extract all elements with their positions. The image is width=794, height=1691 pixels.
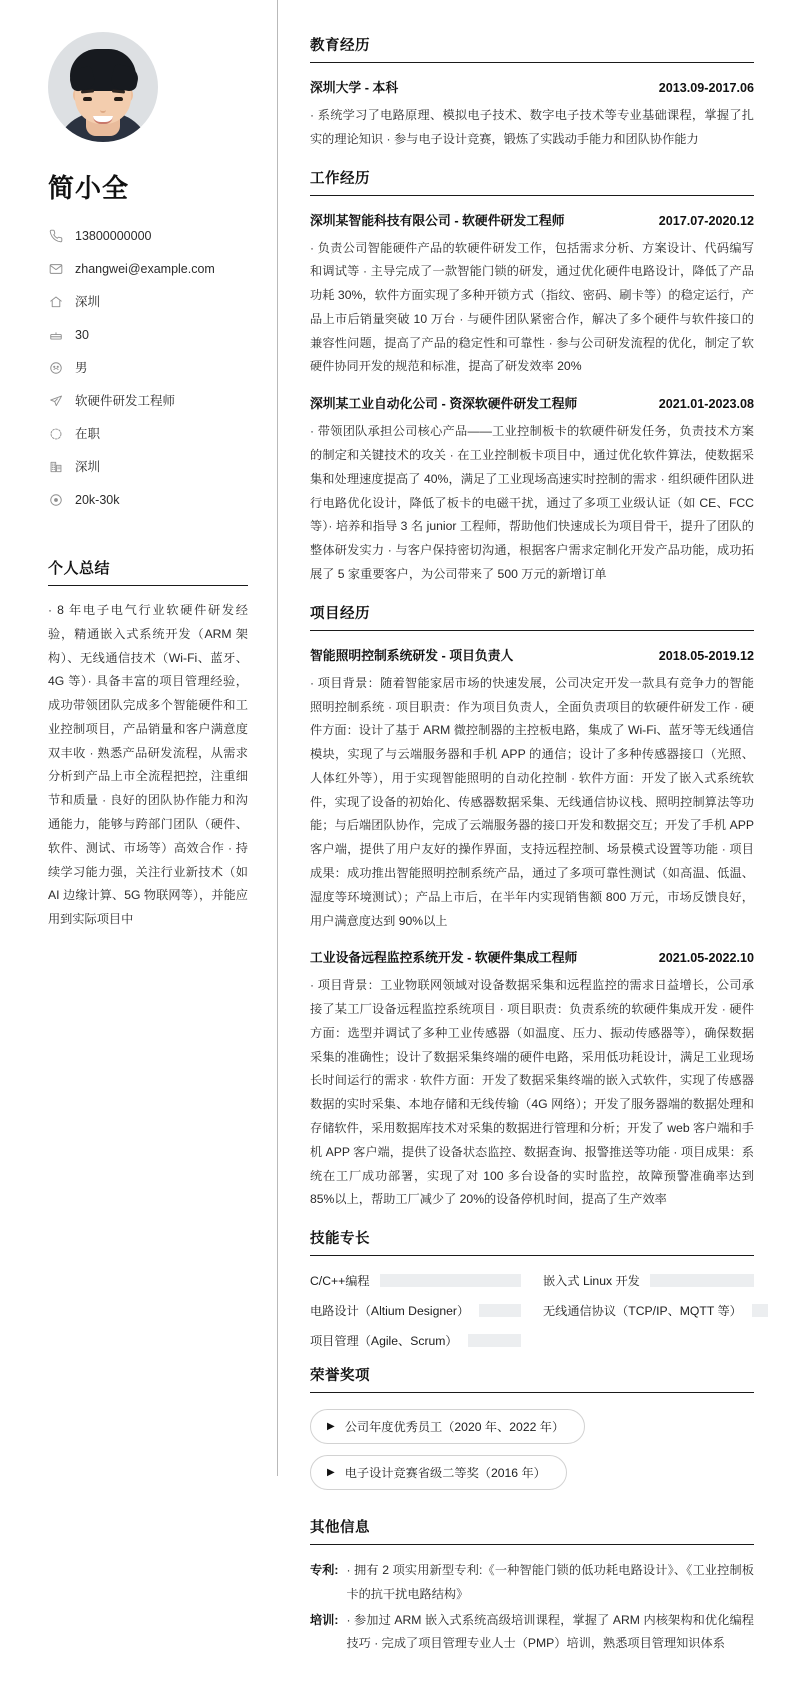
- skill-label: C/C++编程: [310, 1274, 370, 1289]
- skill-row: [310, 1302, 521, 1319]
- skill-label: 项目管理（Agile、Scrum）: [310, 1334, 458, 1349]
- contact-value: 深圳: [75, 294, 101, 309]
- entry-date: 2018.05-2019.12: [658, 648, 754, 663]
- entry-description: · 项目背景：随着智能家居市场的快速发展，公司决定开发一款具有竞争力的智能照明控制系统 · 项目职责：作为项目负责人，全面负责项目的软硬件研发工作 · 硬件方面：设计了基于 ARM 微控制器的主控板电路，集成了 Wi-Fi、蓝牙等无线通信模块，实现了与云端服务器和手机 APP 的通信；设计了多种传感器接口（光照、人体红外等），用于实现智能照明的自动化控制 · 软件方面：开发了嵌入式系统软件，实现了设备的初始化、传感器数据采集、无线通信协议栈、照明控制算法等功能；与后端团队协作，完成了云端服务器的接口开发和数据交互；开发了手机 APP 客户端，提供了用户友好的操作界面，支持远程控制、场景模式设置等功能 · 项目成果：成功推出智能照明控制系统产品，通过了多项可靠性测试（如高温、低温、湿度等环境测试）；产品上市后，在半年内实现销售额 800 万元，市场反馈良好，用户满意度达到 90%以上: [310, 675, 754, 928]
- entry-date: 2013.09-2017.06: [658, 81, 754, 95]
- contact-value: 20k-30k: [75, 492, 120, 507]
- building-icon: [48, 460, 63, 475]
- skill-label: 电路设计（Altium Designer）: [310, 1304, 470, 1319]
- other-value: · 拥有 2 项实用新型专利:《一种智能门锁的低功耗电路设计》、《工业控制板卡的抗干扰电路结构》: [346, 1563, 754, 1601]
- work-entry: [310, 379, 754, 586]
- entry-header: [310, 77, 754, 96]
- contact-value: 深圳: [75, 459, 101, 474]
- skill-row: [310, 1332, 521, 1349]
- other-row: [310, 1559, 754, 1607]
- skills-title: 技能专长: [310, 1227, 754, 1256]
- entry-title: 智能照明控制系统研发 - 项目负责人: [310, 647, 514, 663]
- envelope-icon: [48, 262, 63, 277]
- honor-chip[interactable]: [310, 1455, 567, 1490]
- contact-age: [48, 322, 248, 348]
- education-title: 教育经历: [310, 34, 754, 63]
- honor-label: 公司年度优秀员工（2020 年、2022 年）: [344, 1420, 565, 1435]
- honors-list: [310, 1393, 754, 1501]
- contact-position: [48, 388, 248, 414]
- avatar: [48, 32, 158, 142]
- other-key: 专利:: [310, 1563, 339, 1578]
- entry-title: 深圳大学 - 本科: [310, 80, 399, 95]
- entry-date: 2017.07-2020.12: [658, 213, 754, 228]
- contact-salary: [48, 487, 248, 513]
- entry-header: [310, 947, 754, 966]
- entry-date: 2021.01-2023.08: [658, 397, 754, 412]
- skill-progress-track: [650, 1274, 754, 1287]
- contact-value: 男: [75, 360, 88, 375]
- entry-description: · 系统学习了电路原理、模拟电子技术、数字电子技术等专业基础课程，掌握了扎实的理论知识 · 参与电子设计竞赛，锻炼了实践动手能力和团队协作能力: [310, 108, 754, 146]
- home-icon: [48, 295, 63, 310]
- contact-status: [48, 421, 248, 447]
- honor-chip[interactable]: [310, 1409, 585, 1444]
- contact-phone: [48, 223, 248, 249]
- contact-email: [48, 256, 248, 282]
- entry-title: 深圳某智能科技有限公司 - 软硬件研发工程师: [310, 212, 565, 228]
- contact-value: 13800000000: [75, 228, 152, 243]
- other-row: [310, 1609, 754, 1657]
- contact-value: 软硬件研发工程师: [75, 393, 176, 408]
- skill-row: [543, 1302, 754, 1319]
- section-work: [310, 167, 754, 587]
- contact-city: [48, 454, 248, 480]
- entry-date: 2021.05-2022.10: [658, 951, 754, 966]
- entry-header: [310, 645, 754, 664]
- entry-header: [310, 210, 754, 229]
- phone-icon: [48, 229, 63, 244]
- projects-title: 项目经历: [310, 602, 754, 631]
- entry-description: · 负责公司智能硬件产品的软硬件研发工作，包括需求分析、方案设计、代码编写和调试等 · 主导完成了一款智能门锁的研发，通过优化硬件电路设计，降低了产品功耗 30%，软件方面实现了多种开锁方式（指纹、密码、刷卡等）的稳定运行，产品上市后销量突破 10 万台 · 与硬件团队紧密合作，解决了多个硬件与软件接口的兼容性问题，提高了产品的稳定性和可靠性 · 参与公司研发流程的优化，制定了软硬件协同开发的规范和标准，提高了研发效率 20%: [310, 240, 754, 374]
- work-title: 工作经历: [310, 167, 754, 196]
- project-entry: [310, 933, 754, 1212]
- honor-label: 电子设计竞赛省级二等奖（2016 年）: [344, 1466, 546, 1481]
- other-title: 其他信息: [310, 1516, 754, 1545]
- skill-progress-track: [468, 1334, 521, 1347]
- section-education: [310, 34, 754, 152]
- section-summary: [48, 557, 248, 932]
- summary-body: · 8 年电子电气行业软硬件研发经验，精通嵌入式系统开发（ARM 架构）、无线通信技术（Wi-Fi、蓝牙、4G 等）· 具备丰富的项目管理经验，成功带领团队完成多个智能硬件和工业控制项目，产品销量和客户满意度双丰收 · 熟悉产品研发流程，从需求分析到产品上市全流程把控，注重细节和质量 · 良好的团队协作能力和沟通能力，能够与跨部门团队（硬件、软件、测试、市场等）高效合作 · 持续学习能力强，关注行业新技术（如 AI 边缘计算、5G 物联网等），并能应用到实际项目中: [48, 603, 248, 927]
- skill-label: 嵌入式 Linux 开发: [543, 1274, 640, 1289]
- skill-progress-track: [380, 1274, 521, 1287]
- section-projects: [310, 602, 754, 1212]
- contact-value: zhangwei@example.com: [75, 261, 215, 276]
- section-honors: [310, 1364, 754, 1501]
- contact-list: [48, 223, 248, 513]
- page-title: 简小全: [48, 173, 130, 203]
- sidebar: [0, 0, 278, 1691]
- entry-description: · 项目背景：工业物联网领域对设备数据采集和远程监控的需求日益增长，公司承接了某工厂设备远程监控系统项目 · 项目职责：负责系统的软硬件集成开发 · 硬件方面：选型并调试了多种工业传感器（如温度、压力、振动传感器等），确保数据采集的准确性；设计了数据采集终端的硬件电路，采用低功耗设计，满足工业现场长时间运行的需求 · 软件方面：开发了数据采集终端的嵌入式软件，实现了传感器数据的实时采集、本地存储和无线传输（4G 网络）；开发了服务器端的数据处理和存储软件，采用数据库技术对采集的数据进行管理和分析；开发了 web 客户端和手机 APP 客户端，提供了设备状态监控、数据查询、报警推送等功能 · 项目成果：系统在工厂成功部署，实现了对 100 多台设备的实时监控，故障预警准确率达到 85%以上，帮助工厂减少了 20%的设备停机时间，提高了生产效率: [310, 978, 754, 1207]
- contact-value: 在职: [75, 426, 101, 441]
- main-content: [278, 0, 794, 1691]
- other-value: · 参加过 ARM 嵌入式系统高级培训课程，掌握了 ARM 内核架构和优化编程技巧 · 完成了项目管理专业人士（PMP）培训，熟悉项目管理知识体系: [346, 1612, 754, 1651]
- cake-icon: [48, 328, 63, 343]
- skill-progress-track: [479, 1304, 521, 1317]
- portrait-avatar-icon: [48, 32, 158, 142]
- refresh-icon: [48, 427, 63, 442]
- summary-title: 个人总结: [48, 557, 248, 586]
- entry-header: [310, 393, 754, 412]
- skill-row: [543, 1272, 754, 1289]
- entry-description: · 带领团队承担公司核心产品——工业控制板卡的软硬件研发任务，负责技术方案的制定和关键技术的攻关 · 在工业控制板卡项目中，通过优化软件算法，使数据采集和处理速度提高了 40%，满足了工业现场高速实时控制的需求 · 组织硬件团队进行电路优化设计，降低了板卡的电磁干扰，通过了多项工业级认证（如 CE、FCC 等）· 培养和指导 3 名 junior 工程师，帮助他们快速成长为项目骨干，提升了团队的整体研发实力 · 与客户保持密切沟通，根据客户需求定制化开发产品功能，成功拓展了 5 家重要客户，为公司带来了 500 万元的新增订单: [310, 424, 754, 581]
- education-entry: [310, 63, 754, 152]
- contact-gender: [48, 355, 248, 381]
- skills-grid: [310, 1256, 754, 1349]
- entry-title: 深圳某工业自动化公司 - 资深软硬件研发工程师: [310, 396, 578, 412]
- paper-plane-icon: [48, 394, 63, 409]
- other-list: [310, 1545, 754, 1656]
- section-other-info: [310, 1516, 754, 1656]
- contact-location: [48, 289, 248, 315]
- contact-value: 30: [75, 327, 89, 342]
- skill-label: 无线通信协议（TCP/IP、MQTT 等）: [543, 1304, 742, 1319]
- entry-title: 工业设备远程监控系统开发 - 软硬件集成工程师: [310, 950, 578, 966]
- project-entry: [310, 631, 754, 934]
- skill-progress-track: [752, 1304, 768, 1317]
- triangle-right-icon: ▶: [327, 1466, 335, 1478]
- gender-icon: [48, 361, 63, 376]
- honors-title: 荣誉奖项: [310, 1364, 754, 1393]
- other-key: 培训:: [310, 1612, 339, 1627]
- section-skills: [310, 1227, 754, 1349]
- work-entry: [310, 196, 754, 380]
- triangle-right-icon: ▶: [327, 1420, 335, 1432]
- skill-row: [310, 1272, 521, 1289]
- target-icon: [48, 493, 63, 508]
